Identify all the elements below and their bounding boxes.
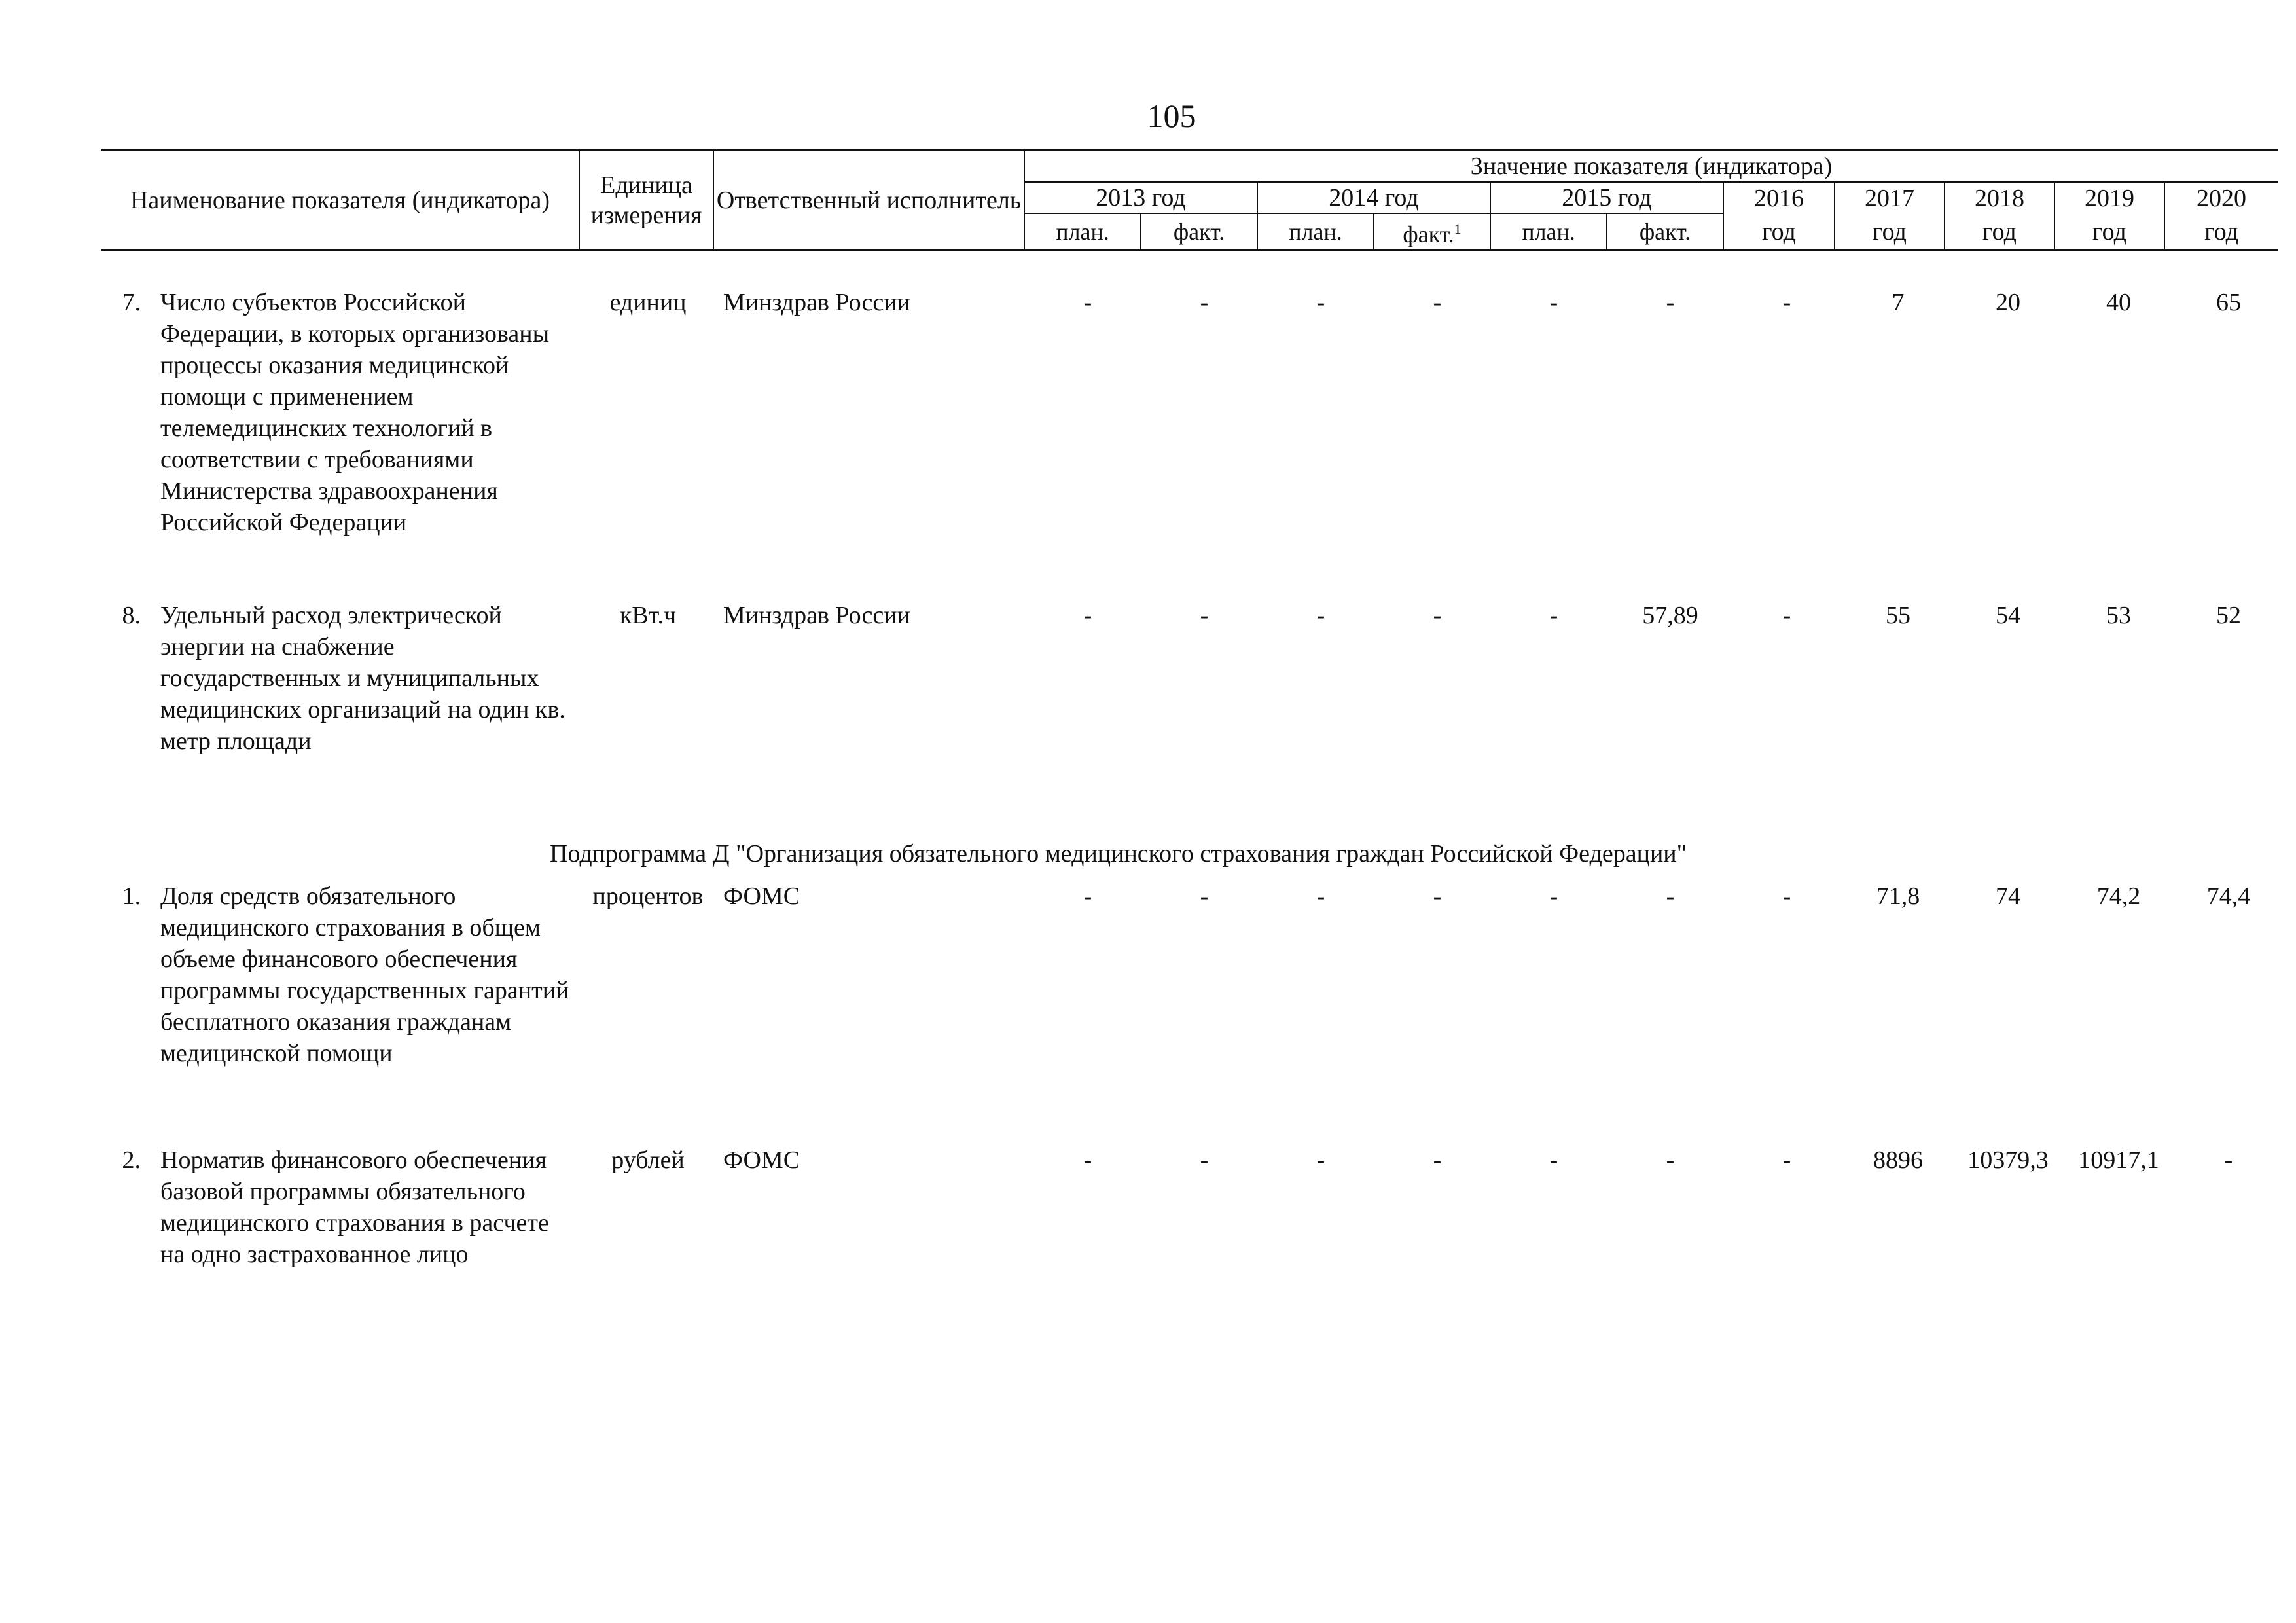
header-2020-god: год bbox=[2164, 213, 2278, 251]
unit: кВт.ч bbox=[619, 602, 677, 629]
unit: процентов bbox=[592, 883, 704, 910]
value-2016: - bbox=[1782, 289, 1791, 316]
value-2020: 52 bbox=[2216, 602, 2241, 629]
row-number: 2. bbox=[122, 1146, 141, 1174]
header-2014-fakt bbox=[1374, 213, 1490, 251]
row-number: 8. bbox=[122, 602, 141, 629]
value-2015-plan: - bbox=[1549, 1146, 1558, 1174]
value-2013-plan: - bbox=[1083, 1146, 1092, 1174]
header-2013: 2013 год bbox=[1024, 182, 1257, 213]
indicator-table-header bbox=[101, 149, 2278, 251]
header-2016-god: год bbox=[1723, 213, 1835, 251]
header-2013-plan: план. bbox=[1024, 213, 1141, 251]
executor: ФОМС bbox=[723, 883, 800, 910]
header-2014: 2014 год bbox=[1257, 182, 1490, 213]
value-2017: 71,8 bbox=[1876, 883, 1920, 910]
value-2015-plan: - bbox=[1549, 602, 1558, 629]
value-2016: - bbox=[1782, 602, 1791, 629]
value-2019: 10917,1 bbox=[2078, 1146, 2159, 1174]
header-2020: 2020 bbox=[2164, 182, 2278, 213]
executor: ФОМС bbox=[723, 1146, 800, 1174]
header-2016: 2016 bbox=[1723, 182, 1835, 213]
value-2014-plan: - bbox=[1316, 883, 1325, 910]
value-2015-plan: - bbox=[1549, 883, 1558, 910]
header-2015: 2015 год bbox=[1490, 182, 1723, 213]
value-2015-plan: - bbox=[1549, 289, 1558, 316]
value-2014-plan: - bbox=[1316, 289, 1325, 316]
indicator-name: Число субъектов Российской Федерации, в которых организованы процессы оказания медицинской помощи с применением телемедицинских технологий в соответствии с требованиями Министерства здравоохранения Российской Федерации bbox=[160, 289, 550, 536]
value-2014-fakt: - bbox=[1433, 1146, 1442, 1174]
value-2013-plan: - bbox=[1083, 602, 1092, 629]
value-2014-plan: - bbox=[1316, 1146, 1325, 1174]
value-2019: 40 bbox=[2106, 289, 2131, 316]
value-2013-plan: - bbox=[1083, 289, 1092, 316]
unit: единиц bbox=[609, 289, 687, 316]
value-2014-fakt: - bbox=[1433, 289, 1442, 316]
header-unit: Единица измерения bbox=[579, 151, 713, 251]
value-2017: 7 bbox=[1892, 289, 1905, 316]
header-2019-god: год bbox=[2054, 213, 2164, 251]
value-2017: 55 bbox=[1886, 602, 1910, 629]
footnote-mark: 1 bbox=[1454, 221, 1462, 237]
value-2015-fakt: - bbox=[1666, 1146, 1675, 1174]
unit: рублей bbox=[611, 1146, 685, 1174]
value-2018: 74 bbox=[1996, 883, 2020, 910]
row-number: 7. bbox=[122, 289, 141, 316]
header-name: Наименование показателя (индикатора) bbox=[101, 151, 579, 251]
value-2015-fakt: 57,89 bbox=[1642, 602, 1698, 629]
value-2020: 74,4 bbox=[2206, 883, 2251, 910]
value-2014-fakt: - bbox=[1433, 883, 1442, 910]
header-2018: 2018 bbox=[1945, 182, 2054, 213]
header-2019: 2019 bbox=[2054, 182, 2164, 213]
value-2016: - bbox=[1782, 1146, 1791, 1174]
indicator-name: Удельный расход электрической энергии на снабжение государственных и муниципальных медицинских организаций на один кв. метр площади bbox=[160, 602, 565, 755]
value-2017: 8896 bbox=[1873, 1146, 1923, 1174]
indicator-name: Доля средств обязательного медицинского страхования в общем объеме финансового обеспечения программы государственных гарантий бесплатного оказания гражданам медицинской помощи bbox=[160, 883, 569, 1067]
value-2014-plan: - bbox=[1316, 602, 1325, 629]
header-2018-god: год bbox=[1945, 213, 2054, 251]
indicator-name: Норматив финансового обеспечения базовой программы обязательного медицинского страхования в расчете на одно застрахованное лицо bbox=[160, 1146, 549, 1268]
page-number: 105 bbox=[1147, 98, 1196, 134]
header-2013-fakt: факт. bbox=[1141, 213, 1257, 251]
value-2018: 54 bbox=[1996, 602, 2020, 629]
value-2013-fakt: - bbox=[1200, 1146, 1209, 1174]
value-2020: 65 bbox=[2216, 289, 2241, 316]
subprogram-title: Подпрограмма Д "Организация обязательного медицинского страхования граждан Российской Федерации" bbox=[550, 840, 1687, 867]
value-2015-fakt: - bbox=[1666, 289, 1675, 316]
executor: Минздрав России bbox=[723, 289, 910, 316]
value-2014-fakt: - bbox=[1433, 602, 1442, 629]
header-2015-fakt: факт. bbox=[1607, 213, 1723, 251]
value-2018: 20 bbox=[1996, 289, 2020, 316]
header-2015-plan: план. bbox=[1490, 213, 1607, 251]
header-executor: Ответственный исполнитель bbox=[713, 151, 1024, 251]
header-2014-plan: план. bbox=[1257, 213, 1374, 251]
header-value-group: Значение показателя (индикатора) bbox=[1024, 151, 2278, 183]
fakt-label: факт. bbox=[1403, 221, 1454, 247]
value-2019: 53 bbox=[2106, 602, 2131, 629]
executor: Минздрав России bbox=[723, 602, 910, 629]
value-2013-plan: - bbox=[1083, 883, 1092, 910]
header-2017: 2017 bbox=[1835, 182, 1945, 213]
value-2013-fakt: - bbox=[1200, 883, 1209, 910]
value-2018: 10379,3 bbox=[1967, 1146, 2049, 1174]
value-2019: 74,2 bbox=[2096, 883, 2141, 910]
value-2013-fakt: - bbox=[1200, 289, 1209, 316]
value-2013-fakt: - bbox=[1200, 602, 1209, 629]
row-number: 1. bbox=[122, 883, 141, 910]
value-2020: - bbox=[2224, 1146, 2233, 1174]
header-2017-god: год bbox=[1835, 213, 1945, 251]
value-2016: - bbox=[1782, 883, 1791, 910]
value-2015-fakt: - bbox=[1666, 883, 1675, 910]
